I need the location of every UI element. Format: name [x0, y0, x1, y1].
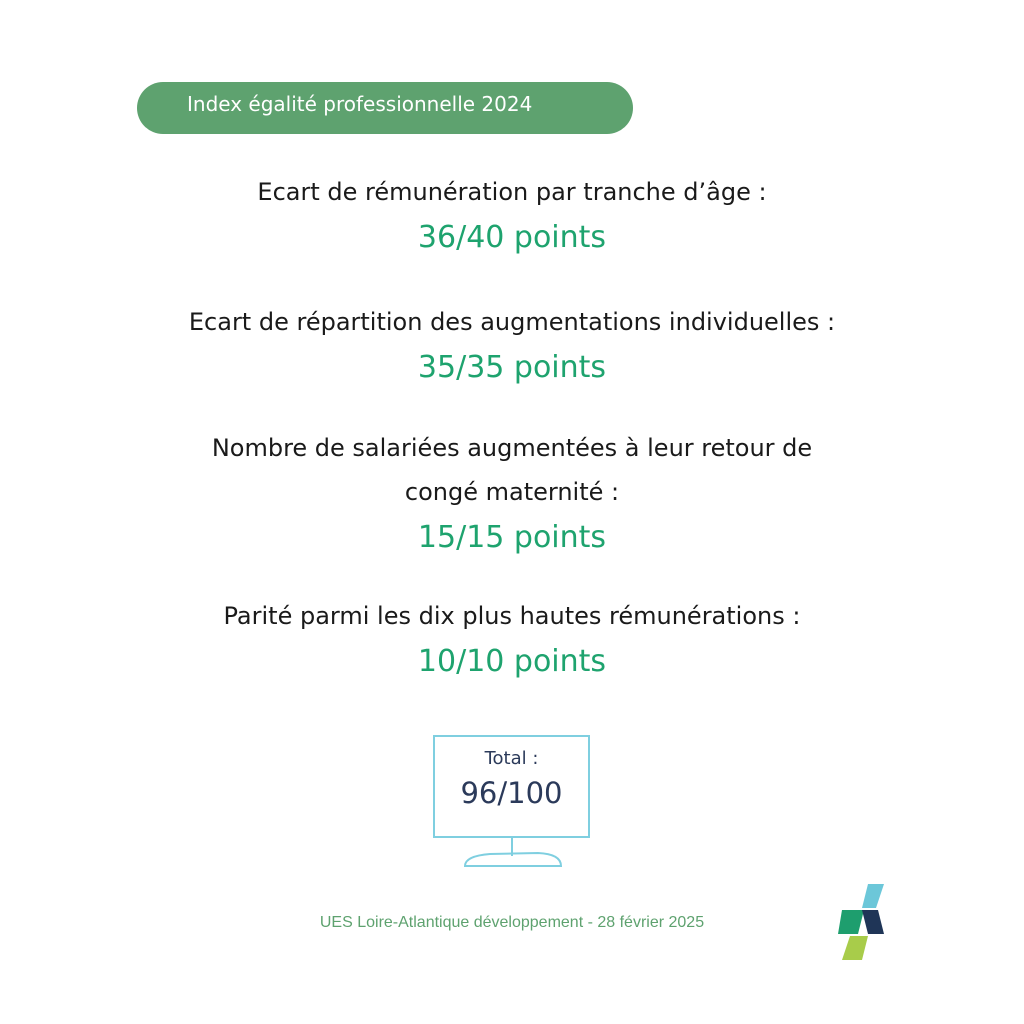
brand-logo [838, 884, 888, 962]
indicator-label-line-1: Nombre de salariées augmentées à leur retour de [211, 434, 813, 462]
indicator-score: 36/40 points [417, 220, 607, 255]
header-badge [137, 82, 633, 134]
logo-navy-shape [862, 910, 884, 934]
indicator-score: 35/35 points [417, 350, 607, 385]
footer-text: UES Loire-Atlantique développement - 28 février 2025 [319, 914, 705, 931]
monitor-screen [433, 735, 590, 838]
indicator-raises-distribution [0, 300, 1024, 392]
header-badge-text: Index égalité professionnelle 2024 [187, 92, 533, 116]
indicator-label-line-2: congé maternité : [404, 478, 620, 506]
indicator-score: 10/10 points [417, 644, 607, 679]
indicator-label: Ecart de répartition des augmentations individuelles : [188, 308, 836, 336]
logo-cyan-shape [862, 884, 884, 908]
indicator-label: Ecart de rémunération par tranche d’âge : [257, 178, 767, 206]
total-monitor [430, 732, 594, 872]
logo-green-shape [838, 910, 864, 934]
indicator-score: 15/15 points [417, 520, 607, 555]
total-label: Total : [484, 748, 539, 769]
indicator-label: Parité parmi les dix plus hautes rémunérations : [223, 602, 801, 630]
total-value: 96/100 [460, 776, 563, 810]
indicator-maternity-return [0, 426, 1024, 562]
indicator-top-ten-parity [0, 594, 1024, 686]
logo-lime-shape [842, 936, 868, 960]
indicator-age-pay-gap [0, 170, 1024, 262]
